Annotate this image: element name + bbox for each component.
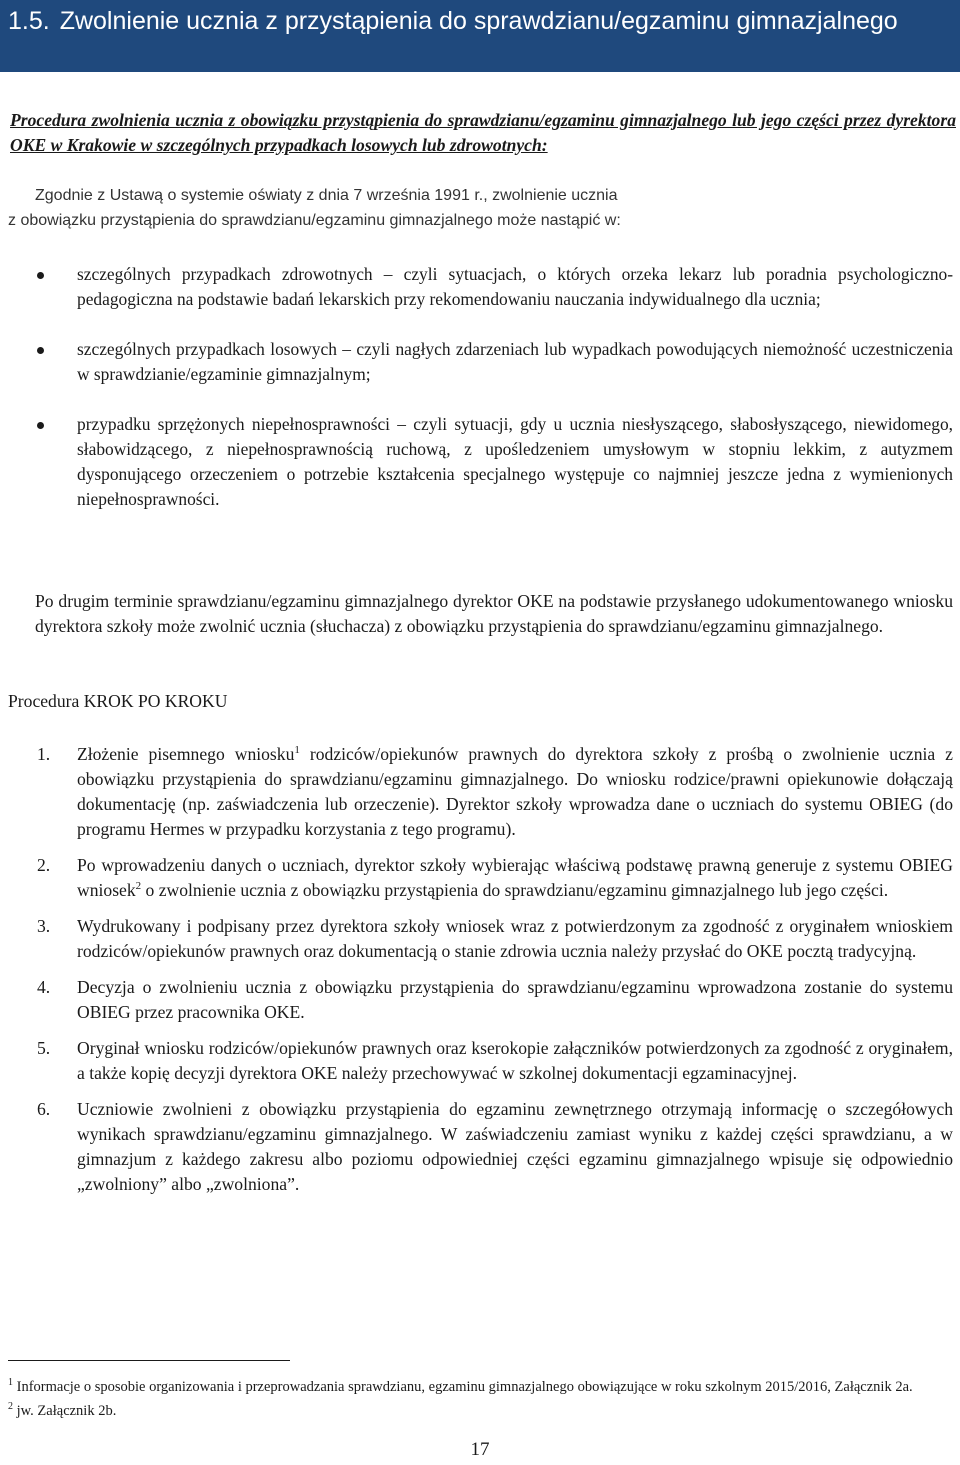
section-title [8, 4, 948, 38]
bullet-text: przypadku sprzężonych niepełnosprawności – czyli sytuacji, gdy u ucznia niesłyszącego, słabosłyszącego, niewidomego, słabowidzącego, z niepełnosprawnością ruchową, z upośledzeniem umysłowym w stopniu lekkim, z autyzmem dysponującego orzeczeniem o potrzebie kształcenia specjalnego występuje co najmniej jeszcze jedna z wymienionych niepełnosprawności. [77, 414, 953, 509]
bullet-dot-icon [37, 347, 44, 354]
step-text: Decyzja o zwolnieniu ucznia z obowiązku przystąpienia do sprawdzianu/egzaminu wprowadzona zostanie do systemu OBIEG przez pracownika OKE. [77, 977, 953, 1022]
procedure-title: Procedura KROK PO KROKU [8, 691, 228, 711]
bullet-text: szczególnych przypadkach losowych – czyli nagłych zdarzeniach lub wypadkach powodujących niemożność uczestniczenia w sprawdzianie/egzaminie gimnazjalnym; [77, 339, 953, 384]
step-number: 4. [37, 977, 51, 997]
intro-paragraph [8, 183, 952, 233]
step-text: Wydrukowany i podpisany przez dyrektora szkoły wniosek wraz z potwierdzonym za zgodność z oryginałem wnioskiem rodziców/opiekunów prawnych oraz dokumentacją o stanie zdrowia ucznia należy przysłać do OKE pocztą tradycyjną. [77, 916, 953, 961]
step-text: Oryginał wniosku rodziców/opiekunów prawnych oraz kserokopie załączników potwierdzonych za zgodność z oryginałem, a także kopię decyzji dyrektora OKE należy przechowywać w szkolnej dokumentacji egzaminacyjnej. [77, 1038, 953, 1083]
section-title-text: Zwolnienie ucznia z przystąpienia do sprawdzianu/egzaminu gimnazjalnego [59, 7, 898, 35]
step-text: Uczniowie zwolnieni z obowiązku przystąpienia do egzaminu zewnętrznego otrzymają informację o szczegółowych wynikach sprawdzianu/egzaminu gimnazjalnego. W zaświadczeniu zamiast wyniku z każdej części sprawdzianu, a w gimnazjum z każdego zakresu albo poziomu odpowiedniej części egzaminu gimnazjalnego wpisuje się odpowiednio „zwolniony” albo „zwolniona”. [77, 1099, 953, 1194]
footnotes [8, 1373, 952, 1421]
footnote-ref: 1 [294, 744, 300, 757]
step-item [0, 1036, 953, 1086]
step-number: 1. [37, 744, 51, 764]
second-term-paragraph: Po drugim terminie sprawdzianu/egzaminu gimnazjalnego dyrektor OKE na podstawie przysłanego udokumentowanego wniosku dyrektora szkoły może zwolnić ucznia (słuchacza) z obowiązku przystąpienia do sprawdzianu/egzaminu gimnazjalnego. [35, 591, 953, 636]
page-number: 17 [470, 1439, 490, 1460]
step-number: 5. [37, 1038, 51, 1058]
bullet-dot-icon [37, 272, 44, 279]
step-item [0, 914, 953, 964]
footnote [8, 1373, 952, 1397]
footnote-text: Informacje o sposobie organizowania i przeprowadzania sprawdzianu, egzaminu gimnazjalnego obowiązujące w roku szkolnym 2015/2016, Załącznik 2a. [13, 1378, 913, 1395]
step-text-cont: o zwolnienie ucznia z obowiązku przystąpienia do sprawdzianu/egzaminu gimnazjalnego lub jego części. [141, 880, 889, 900]
footnote-ref: 2 [135, 880, 142, 893]
bullet-dot-icon [37, 422, 44, 429]
bullet-item [0, 262, 953, 312]
bullet-item [0, 337, 953, 387]
step-item [0, 1097, 953, 1197]
procedure-subheading: Procedura zwolnienia ucznia z obowiązku przystąpienia do sprawdzianu/egzaminu gimnazjalnego lub jego części przez dyrektora OKE w Krakowie w szczególnych przypadkach losowych lub zdrowotnych: [10, 110, 956, 155]
footnote [8, 1397, 952, 1421]
bullet-item [0, 412, 953, 512]
footnote-mark: 1 [8, 1377, 13, 1388]
step-number: 3. [37, 916, 51, 936]
footnote-text: jw. Załącznik 2b. [13, 1402, 117, 1419]
step-item [0, 742, 953, 842]
step-item [0, 975, 953, 1025]
step-item [0, 853, 953, 903]
step-text: Złożenie pisemnego wniosku [77, 744, 295, 764]
step-text-cont: rodziców/opiekunów prawnych do dyrektora szkoły z prośbą o zwolnienie ucznia z obowiązku przystąpienia do sprawdzianu/egzaminu gimnazjalnego. Do wniosku rodzice/prawni opiekunowie dołączają dokumentację (np. zaświadczenia lub orzeczenie). Dyrektor szkoły wprowadza dane o uczniach do systemu OBIEG (do programu Hermes w przypadku korzystania z tego programu). [77, 744, 953, 839]
intro-line-1: Zgodnie z Ustawą o systemie oświaty z dnia 7 września 1991 r., zwolnienie ucznia [35, 187, 618, 204]
step-number: 2. [37, 855, 51, 875]
step-text: Po wprowadzeniu danych o uczniach, dyrektor szkoły wybierając właściwą podstawę prawną generuje z systemu OBIEG wniosek [77, 855, 953, 900]
footnote-separator [8, 1360, 290, 1361]
bullet-list [0, 262, 960, 537]
section-number: 1.5. [8, 7, 50, 35]
footnote-mark: 2 [8, 1400, 13, 1412]
steps-list [0, 742, 960, 1208]
bullet-text: szczególnych przypadkach zdrowotnych – czyli sytuacjach, o których orzeka lekarz lub poradnia psychologiczno-pedagogiczna na podstawie badań lekarskich przy rekomendowaniu nauczania indywidualnego dla ucznia; [77, 264, 953, 309]
step-number: 6. [37, 1099, 51, 1119]
intro-line-2: z obowiązku przystąpienia do sprawdzianu/egzaminu gimnazjalnego może nastąpić w: [8, 212, 621, 229]
